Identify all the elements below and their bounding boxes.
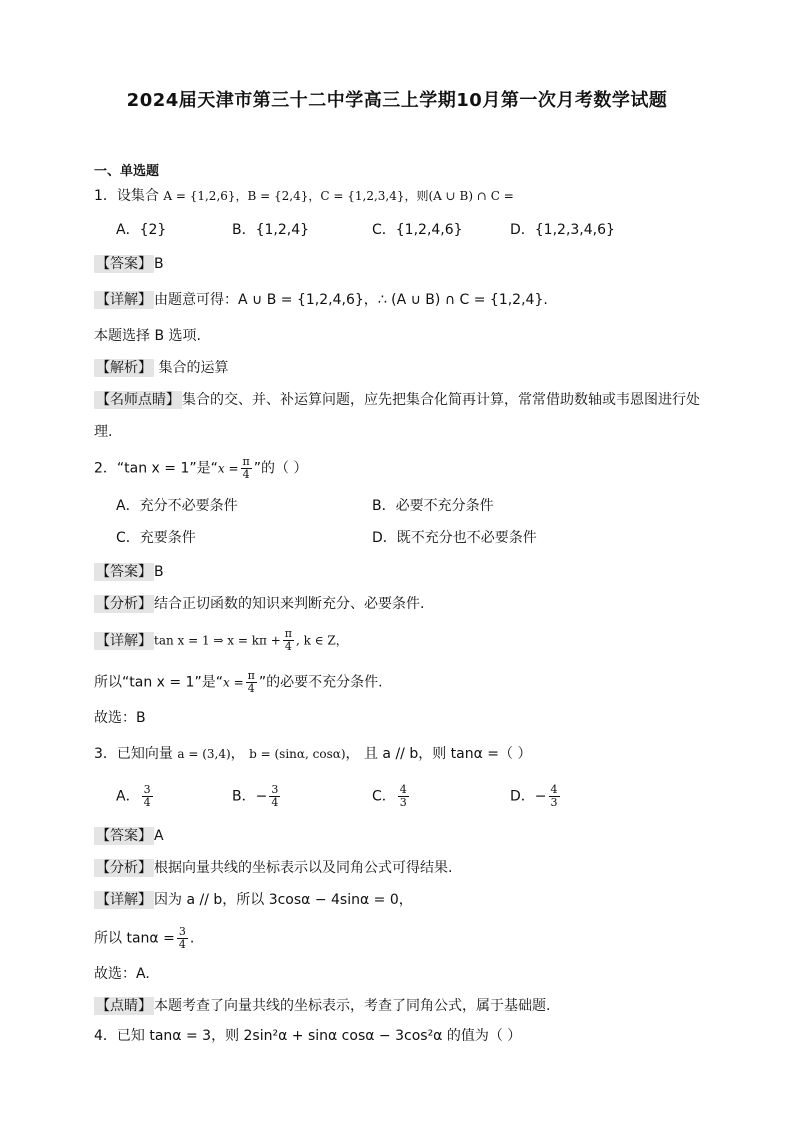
q1-option-c: C．{1,2,4,6} — [372, 222, 463, 238]
q3-pick: 故选：A. — [94, 966, 150, 982]
q3-option-c — [372, 784, 411, 809]
q3-answer — [94, 826, 164, 846]
answer-label: 【答案】 — [96, 564, 152, 580]
q2-option-c: C．充要条件 — [116, 530, 196, 546]
q3-vector-a: a = (3,4) — [177, 747, 231, 761]
q3-option-a-label: A． — [116, 788, 140, 805]
q2-option-b: B．必要不充分条件 — [372, 498, 494, 514]
q3-option-b-sign: − — [255, 788, 268, 805]
q2-analysis-text: 结合正切函数的知识来判断充分、必要条件. — [154, 596, 425, 612]
q1-option-b: B．{1,2,4} — [232, 222, 310, 238]
detail-label: 【详解】 — [96, 892, 152, 908]
q2-analysis — [94, 594, 424, 614]
analysis-kao-label: 【解析】 — [96, 360, 152, 376]
q1-kao-text: 集合的运算 — [154, 360, 229, 376]
q3-vector-b: b = (sinα, cosα) — [249, 747, 346, 761]
q2-so-frac — [246, 670, 257, 695]
q3-option-c-num: 4 — [399, 783, 407, 796]
section-heading: 一、单选题 — [94, 164, 160, 179]
q3-detail-text: 因为 a // b，所以 3cosα − 4sinα = 0， — [154, 892, 413, 908]
q3-so-num: 3 — [178, 925, 186, 938]
q2-so-a: 所以“tan x = 1”是“ — [94, 674, 223, 691]
q2-pi-over-4 — [241, 456, 252, 481]
q2-so-frac-num: π — [247, 669, 255, 682]
q3-option-d — [510, 784, 562, 809]
page-title: 2024届天津市第三十二中学高三上学期10月第一次月考数学试题 — [126, 90, 668, 111]
analysis-label: 【分析】 — [96, 860, 152, 876]
q3-condition: 且 a // b，则 tanα =（ ） — [363, 746, 532, 762]
q3-option-b-den: 4 — [271, 796, 279, 809]
question-3-stem: 3．已知向量 a = (3,4)， b = (sinα, cosα)， 且 a // b，则 tanα =（ ） — [94, 746, 532, 762]
q1-famous — [94, 390, 700, 410]
q2-detail-frac-num: π — [284, 627, 293, 640]
comment-label: 【点睛】 — [96, 998, 152, 1014]
q3-option-b — [232, 784, 282, 809]
q2-detail-frac — [283, 628, 294, 653]
q3-option-c-label: C． — [372, 788, 396, 805]
question-1-number: 1．设集合 — [94, 188, 159, 204]
q2-x-eq: x = — [217, 461, 239, 476]
q2-detail-frac-den: 4 — [284, 640, 292, 653]
q2-frac-num: π — [242, 455, 250, 468]
q1-famous-cont: 理. — [94, 424, 113, 440]
q2-option-a: A．充分不必要条件 — [116, 498, 238, 514]
q2-pick: 故选：B — [94, 710, 146, 726]
q1-option-a: A．{2} — [116, 222, 167, 238]
detail-label: 【详解】 — [96, 632, 152, 649]
q3-option-a-den: 4 — [143, 796, 151, 809]
q2-so-b: ”的必要不充分条件. — [258, 674, 383, 691]
q3-so-frac — [177, 926, 188, 951]
analysis-label: 【分析】 — [96, 596, 152, 612]
q3-so: 所以 tanα = $\frac{3}{4}$ . — [94, 925, 195, 951]
q3-option-d-frac — [549, 784, 560, 809]
q1-choose: 本题选择 B 选项. — [94, 328, 201, 344]
question-2-number: 2．“tan x = 1”是“ — [94, 460, 218, 477]
q3-option-b-num: 3 — [271, 783, 279, 796]
q3-comment — [94, 996, 550, 1016]
q2-so-x-eq: x = — [222, 675, 244, 690]
q3-option-b-label: B． — [232, 788, 256, 805]
q3-so-text: 所以 tanα = — [94, 930, 175, 947]
q3-analysis — [94, 858, 452, 878]
q3-option-d-den: 3 — [550, 796, 558, 809]
q1-answer — [94, 254, 164, 274]
famous-label: 【名师点睛】 — [96, 392, 180, 408]
question-1-expression: A = {1,2,6}，B = {2,4}，C = {1,2,3,4}，则(A ∪ B) ∩ C = — [163, 189, 514, 203]
q3-option-d-num: 4 — [550, 783, 558, 796]
q3-option-c-den: 3 — [399, 796, 407, 809]
q2-frac-den: 4 — [242, 468, 250, 481]
q2-answer — [94, 562, 164, 582]
q3-option-b-frac — [269, 784, 280, 809]
q1-kao — [94, 358, 228, 378]
q1-answer-value: B — [154, 256, 164, 272]
q2-detail — [94, 628, 348, 653]
q3-option-d-label: D． — [510, 788, 535, 805]
q1-detail-text: 由题意可得：A ∪ B = {1,2,4,6}，∴ (A ∪ B) ∩ C = {1,2,4}. — [154, 292, 548, 308]
q3-so-den: 4 — [178, 938, 186, 951]
question-4-stem: 4．已知 tanα = 3，则 2sin²α + sinα cosα − 3cos²α 的值为（ ） — [94, 1028, 522, 1044]
q2-answer-value: B — [154, 564, 164, 580]
q3-analysis-text: 根据向量共线的坐标表示以及同角公式可得结果. — [154, 860, 453, 876]
q1-detail — [94, 290, 548, 310]
q2-so-frac-den: 4 — [247, 682, 255, 695]
q1-option-d: D．{1,2,3,4,6} — [510, 222, 615, 238]
q3-option-d-sign: − — [534, 788, 547, 805]
q1-famous-text-1: 集合的交、并、补运算问题，应先把集合化简再计算，常常借助数轴或韦恩图进行处 — [182, 392, 700, 408]
detail-label: 【详解】 — [96, 292, 152, 308]
q2-detail-b: , k ∈ Z， — [296, 633, 348, 648]
answer-label: 【答案】 — [96, 256, 152, 272]
question-1-stem — [94, 186, 514, 206]
q3-option-a — [116, 784, 155, 809]
q2-detail-a: tan x = 1 ⇒ x = kπ + — [154, 633, 281, 648]
q2-tail: ”的（ ） — [253, 460, 308, 477]
q3-option-c-frac — [398, 784, 409, 809]
q2-so — [94, 670, 383, 695]
q3-answer-value: A — [154, 828, 164, 844]
q3-option-a-frac — [142, 784, 153, 809]
q2-option-d: D．既不充分也不必要条件 — [372, 530, 537, 546]
q3-detail — [94, 890, 413, 910]
q3-option-a-num: 3 — [143, 783, 151, 796]
answer-label: 【答案】 — [96, 828, 152, 844]
q3-comment-text: 本题考查了向量共线的坐标表示，考查了同角公式，属于基础题. — [154, 998, 551, 1014]
question-2-stem — [94, 456, 307, 481]
question-3-number: 3．已知向量 — [94, 746, 173, 762]
